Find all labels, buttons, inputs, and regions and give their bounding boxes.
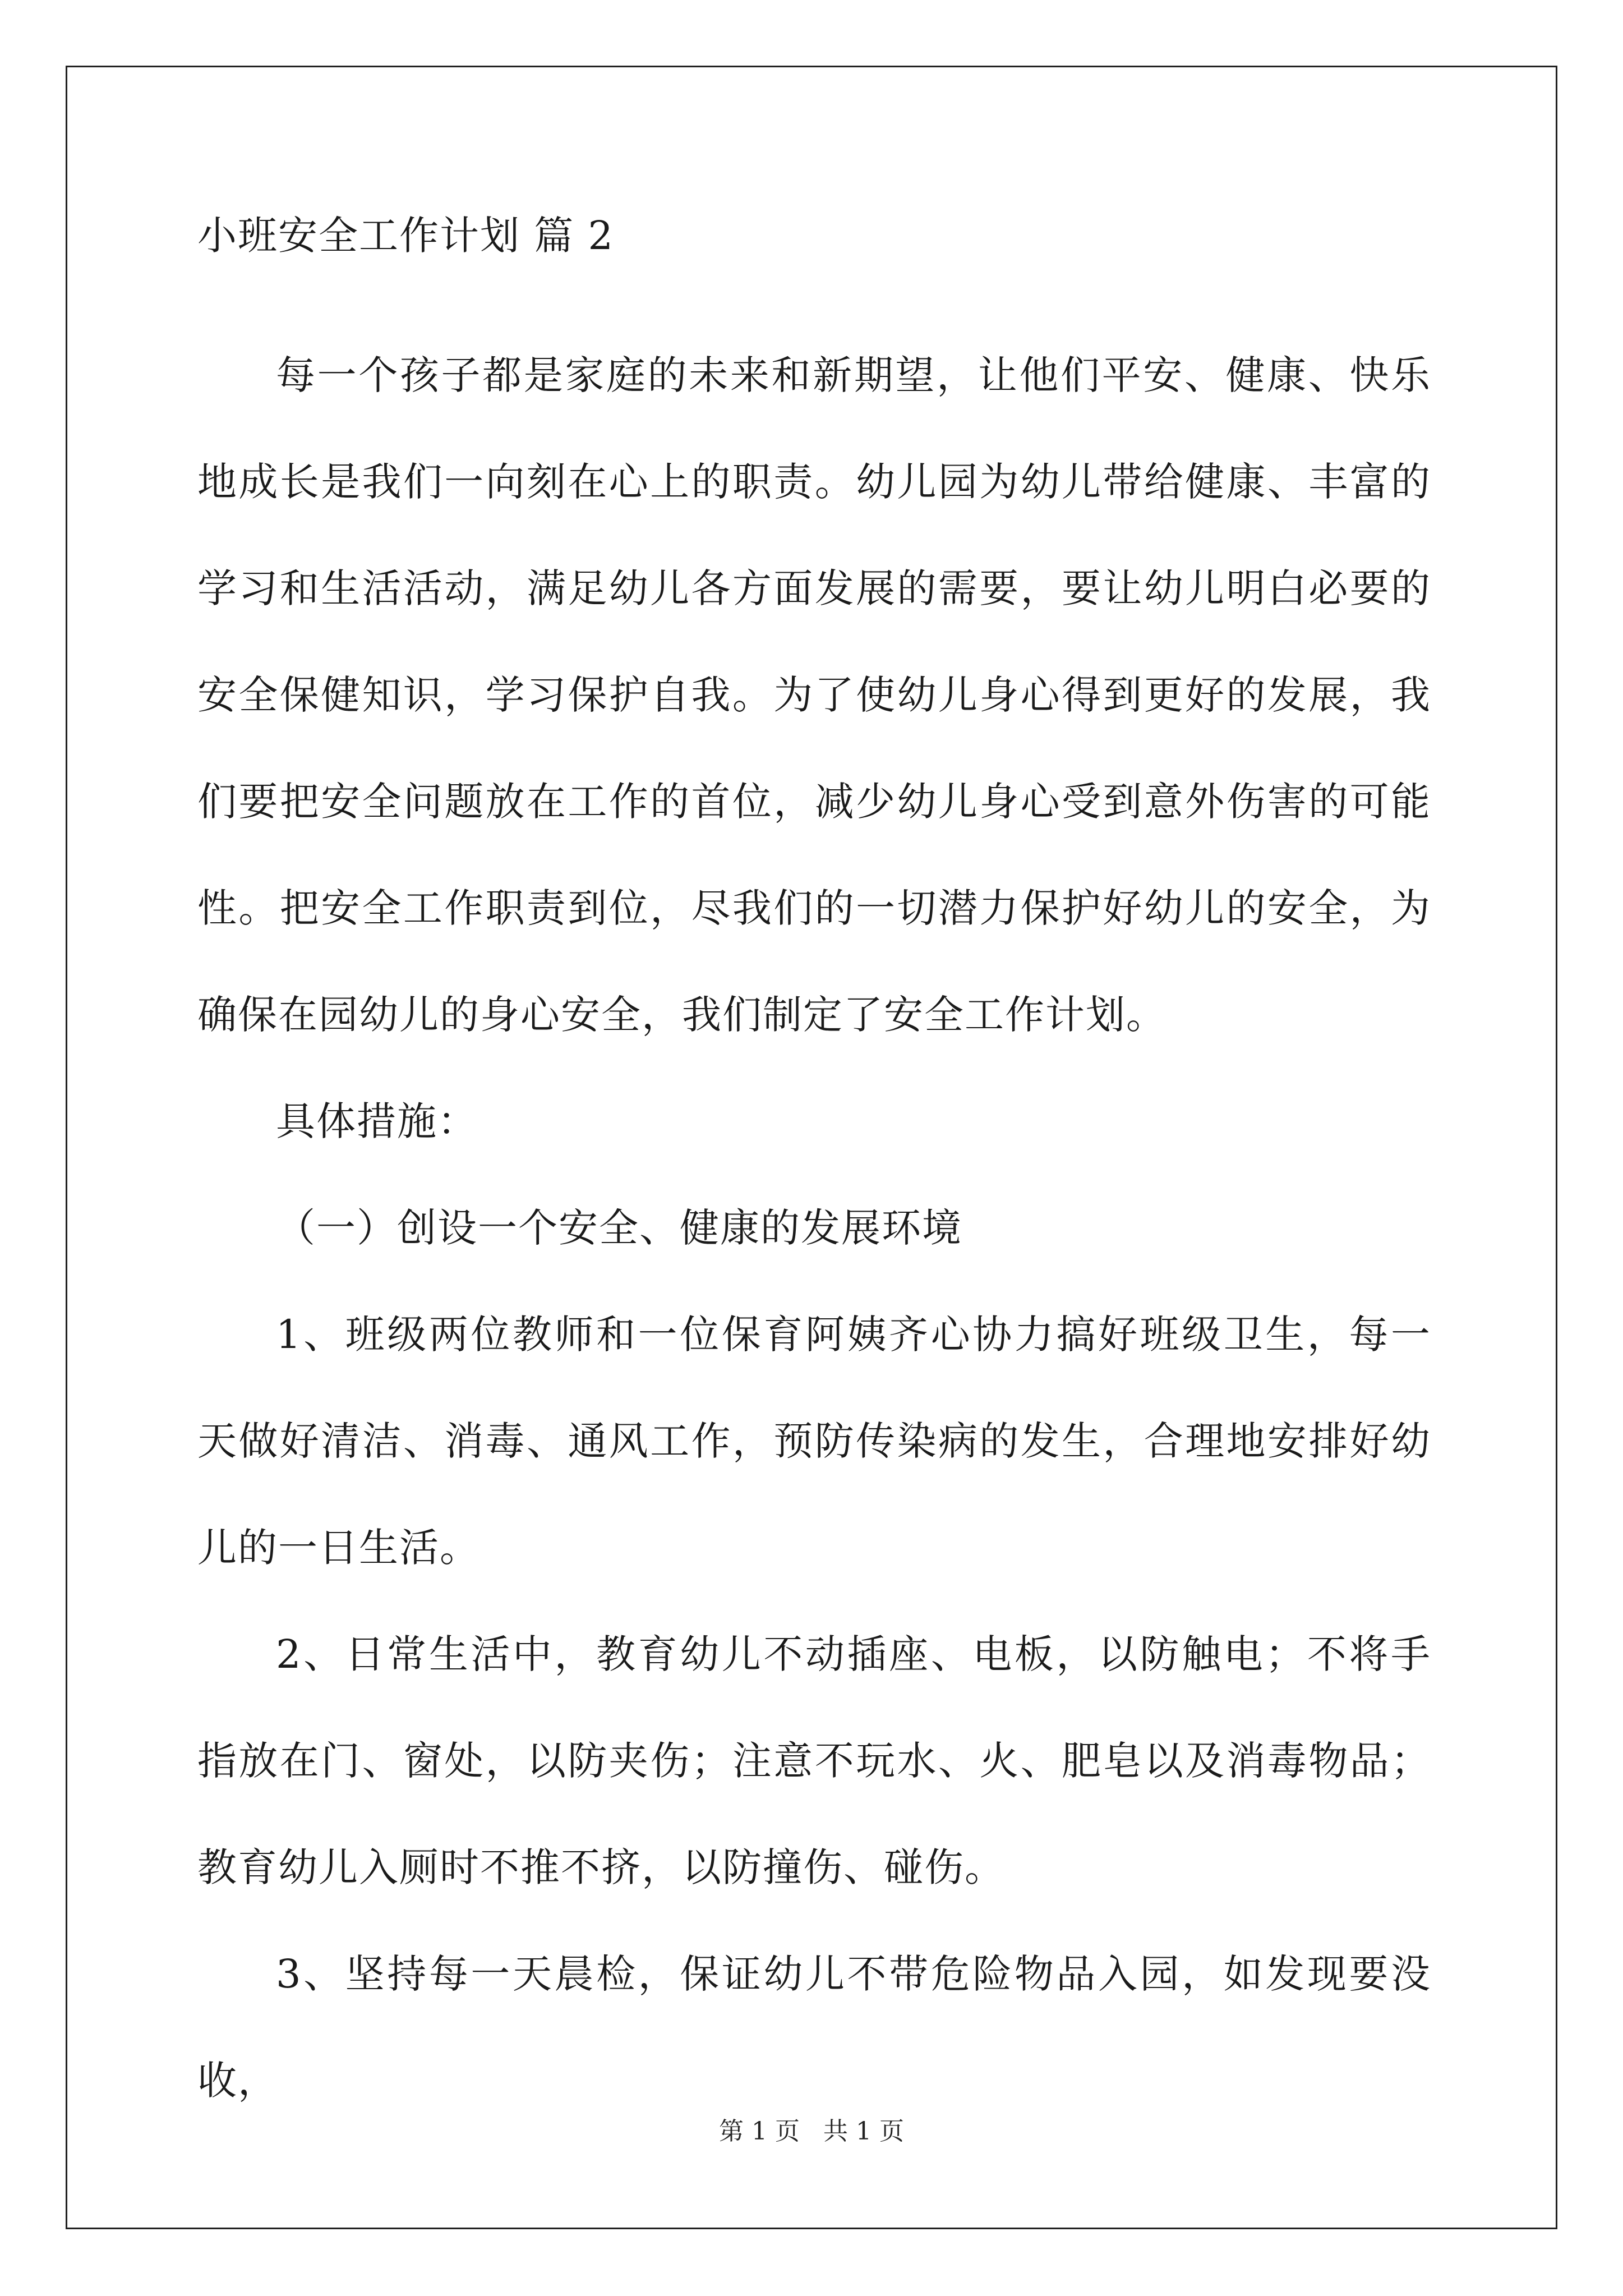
paragraph-item-1: 1、班级两位教师和一位保育阿姨齐心协力搞好班级卫生，每一天做好清洁、消毒、通风工作，预防传染病的发生，合理地安排好幼儿的一日生活。	[197, 1312, 1431, 1571]
page-total: 共 1 页	[823, 2117, 904, 2146]
paragraph-measures-heading: 具体措施：	[276, 1098, 478, 1144]
paragraph-item-2: 2、日常生活中，教育幼儿不动插座、电板，以防触电；不将手指放在门、窗处，以防夹伤；注意不玩水、火、肥皂以及消毒物品；教育幼儿入厕时不推不挤，以防撞伤、碰伤。	[197, 1631, 1431, 1890]
document-title: 小班安全工作计划 篇 2	[197, 213, 615, 259]
paragraph-intro: 每一个孩子都是家庭的未来和新期望，让他们平安、健康、快乐地成长是我们一向刻在心上的职责。幼儿园为幼儿带给健康、丰富的学习和生活活动，满足幼儿各方面发展的需要，要让幼儿明白必要的安全保健知识，学习保护自我。为了使幼儿身心得到更好的发展，我们要把安全问题放在工作的首位，减少幼儿身心受到意外伤害的可能性。把安全工作职责到位，尽我们的一切潜力保护好幼儿的安全，为确保在园幼儿的身心安全，我们制定了安全工作计划。	[197, 352, 1431, 1038]
document-body	[197, 208, 1431, 2134]
paragraph-item-3: 3、坚持每一天晨检，保证幼儿不带危险物品入园，如发现要没收，	[197, 1951, 1431, 2104]
paragraph-section-one: （一）创设一个安全、健康的发展环境	[276, 1205, 962, 1251]
page-footer	[0, 2115, 1623, 2148]
page-number: 第 1 页	[719, 2117, 800, 2146]
